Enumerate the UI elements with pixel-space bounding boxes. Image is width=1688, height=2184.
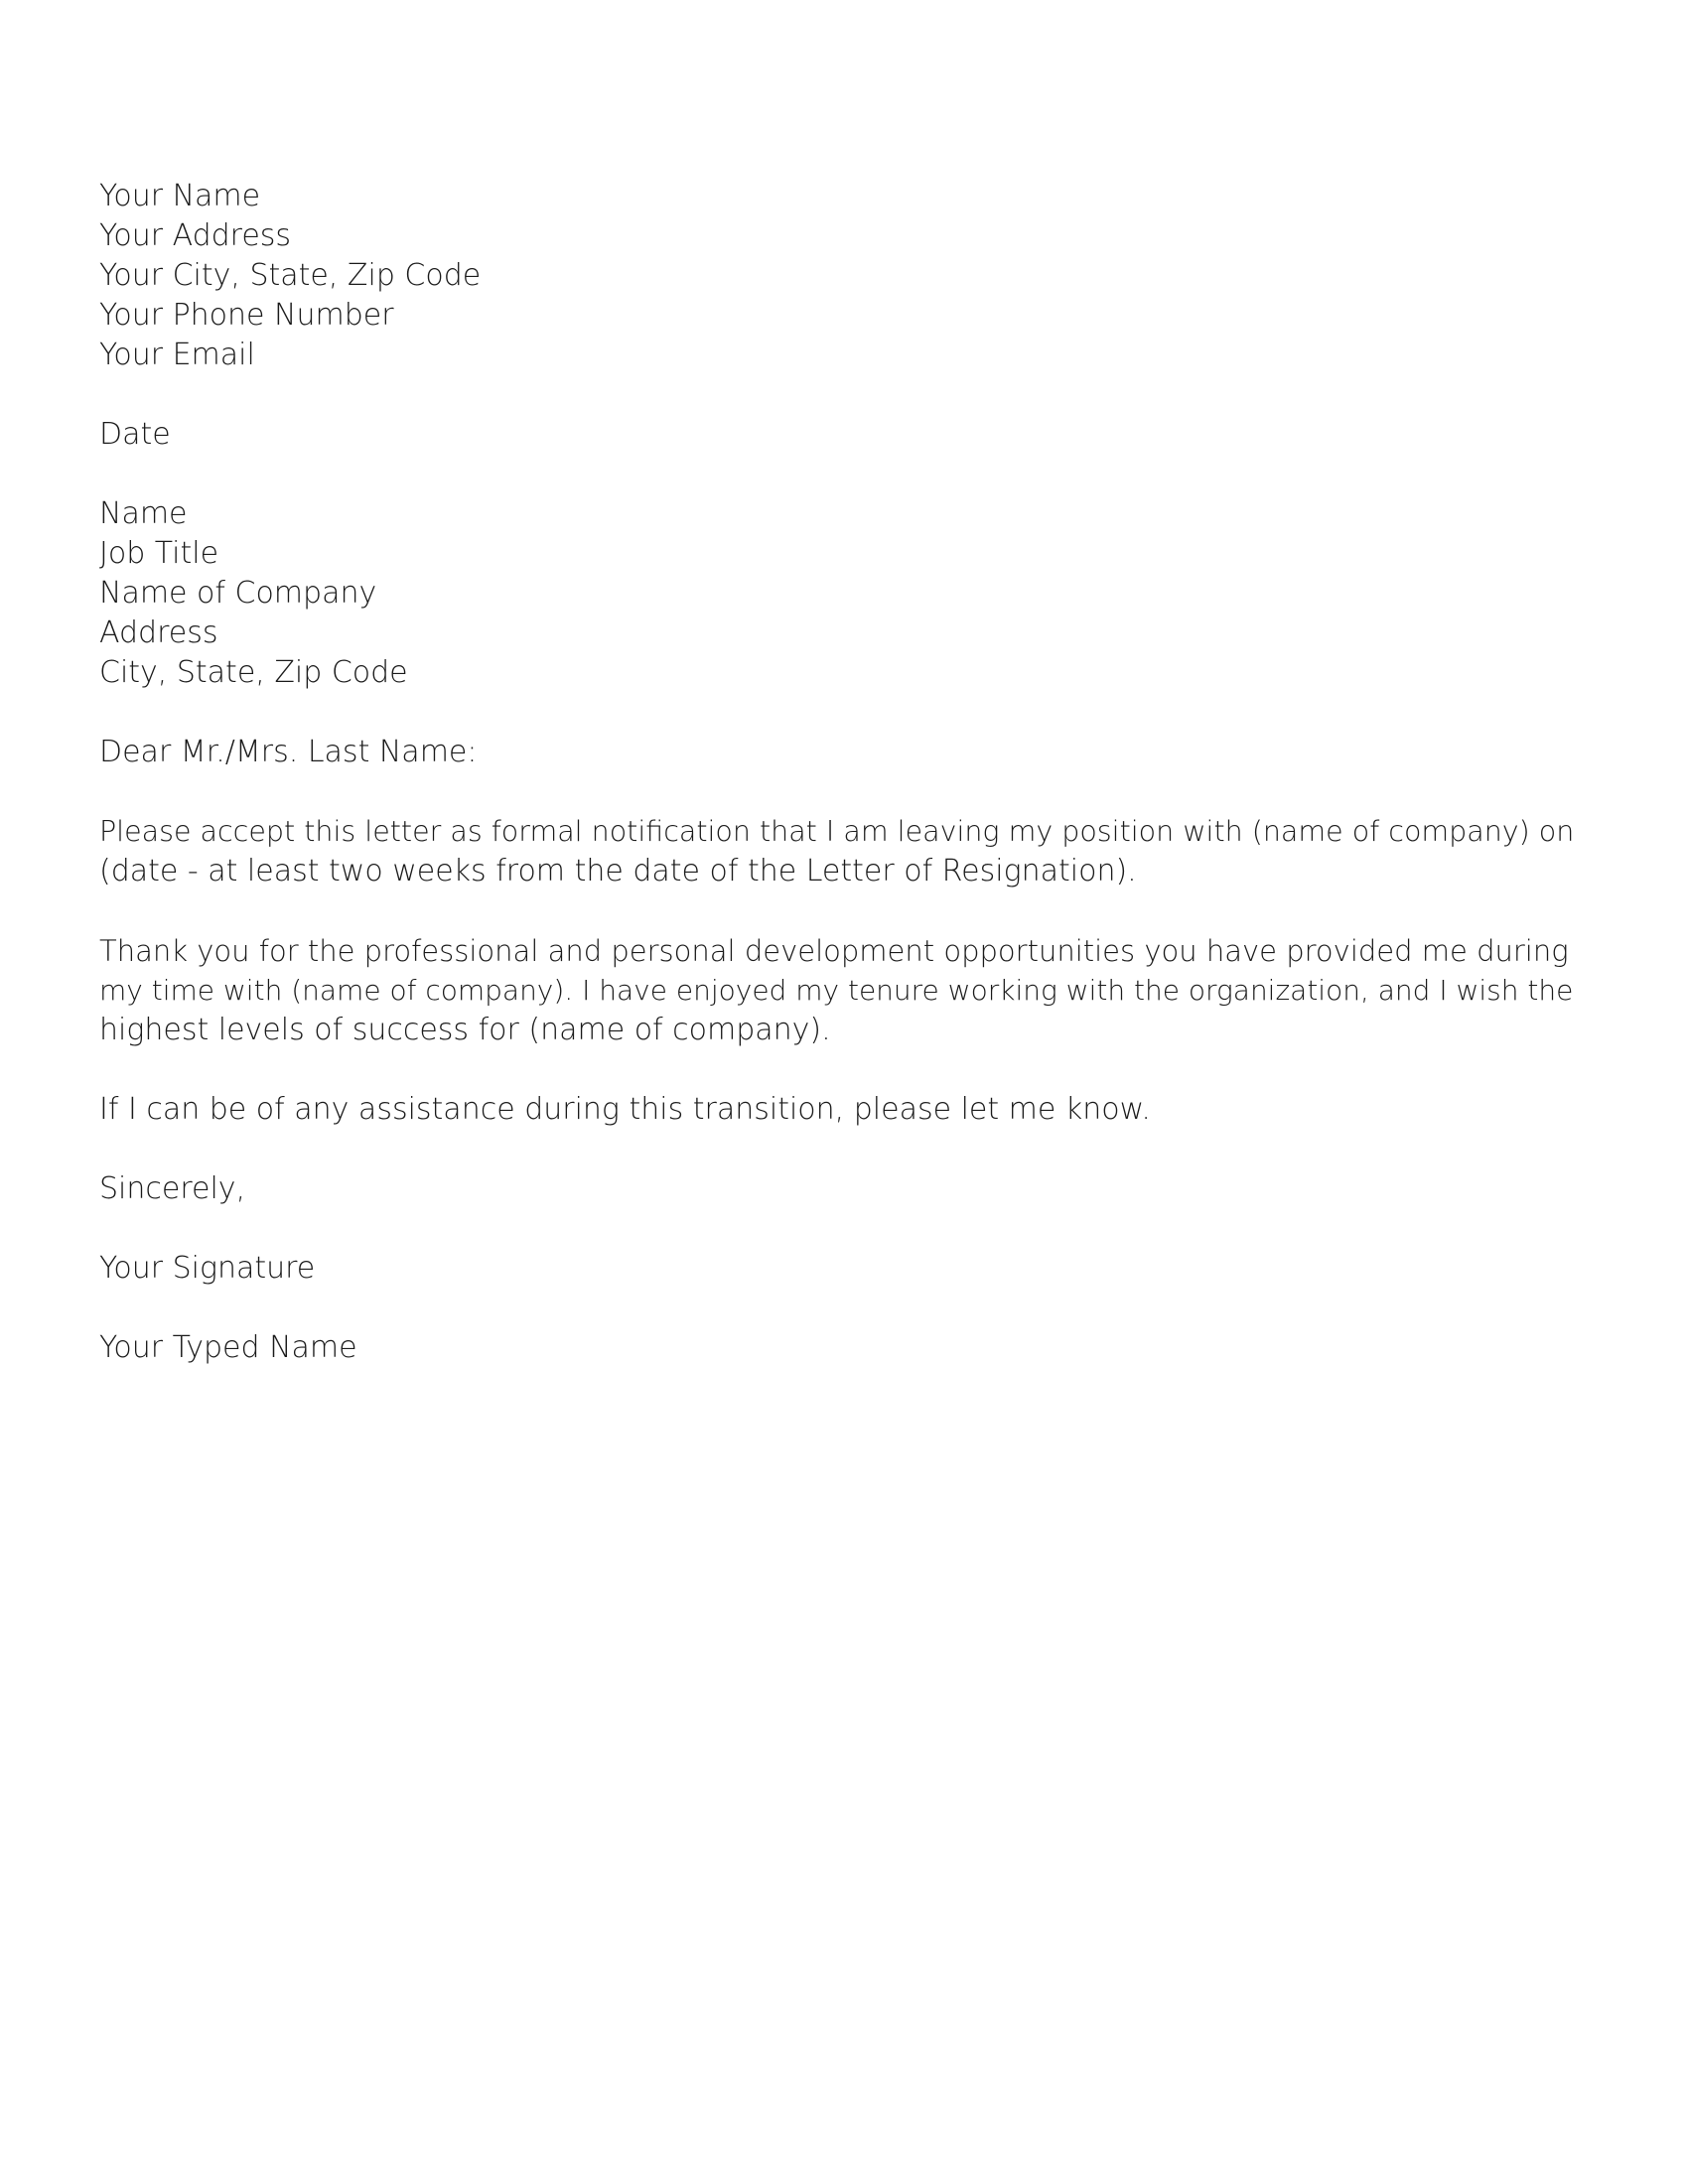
typed-name: Your Typed Name xyxy=(99,1330,357,1365)
sender-address: Your Address xyxy=(99,218,292,253)
body-paragraph-1 xyxy=(99,812,1589,891)
date-block xyxy=(99,415,1589,455)
sender-city-state-zip: Your City, State, Zip Code xyxy=(99,258,482,293)
salutation: Dear Mr./Mrs. Last Name: xyxy=(99,735,478,769)
sender-block xyxy=(99,177,1589,375)
recipient-address: Address xyxy=(99,615,218,650)
recipient-job-title: Job Title xyxy=(99,536,219,571)
body-paragraph-3 xyxy=(99,1090,1589,1130)
sender-email: Your Email xyxy=(99,338,255,372)
paragraph-line: Please accept this letter as formal notification that I am leaving my position with (name of company) on xyxy=(99,815,1575,848)
paragraph-line: highest levels of success for (name of company). xyxy=(99,1013,831,1047)
paragraph-line: (date - at least two weeks from the date of the Letter of Resignation). xyxy=(99,854,1137,888)
paragraph-line: my time with (name of company). I have enjoyed my tenure working with the organization, and I wish the xyxy=(99,974,1574,1007)
signature-block xyxy=(99,1249,1589,1289)
closing-block xyxy=(99,1169,1589,1209)
sender-phone: Your Phone Number xyxy=(99,298,394,333)
typed-name-block xyxy=(99,1328,1589,1368)
paragraph-line: If I can be of any assistance during this transition, please let me know. xyxy=(99,1092,1151,1127)
signature: Your Signature xyxy=(99,1251,316,1286)
paragraph-line: Thank you for the professional and personal development opportunities you have provided me during xyxy=(99,934,1569,968)
closing: Sincerely, xyxy=(99,1171,246,1206)
body-paragraph-2 xyxy=(99,931,1589,1050)
recipient-block xyxy=(99,494,1589,693)
recipient-name: Name xyxy=(99,496,188,531)
letter-page xyxy=(99,177,1589,1408)
recipient-city-state-zip: City, State, Zip Code xyxy=(99,655,408,690)
sender-name: Your Name xyxy=(99,179,261,213)
salutation-block xyxy=(99,733,1589,772)
letter-date: Date xyxy=(99,417,171,452)
recipient-company: Name of Company xyxy=(99,576,377,611)
